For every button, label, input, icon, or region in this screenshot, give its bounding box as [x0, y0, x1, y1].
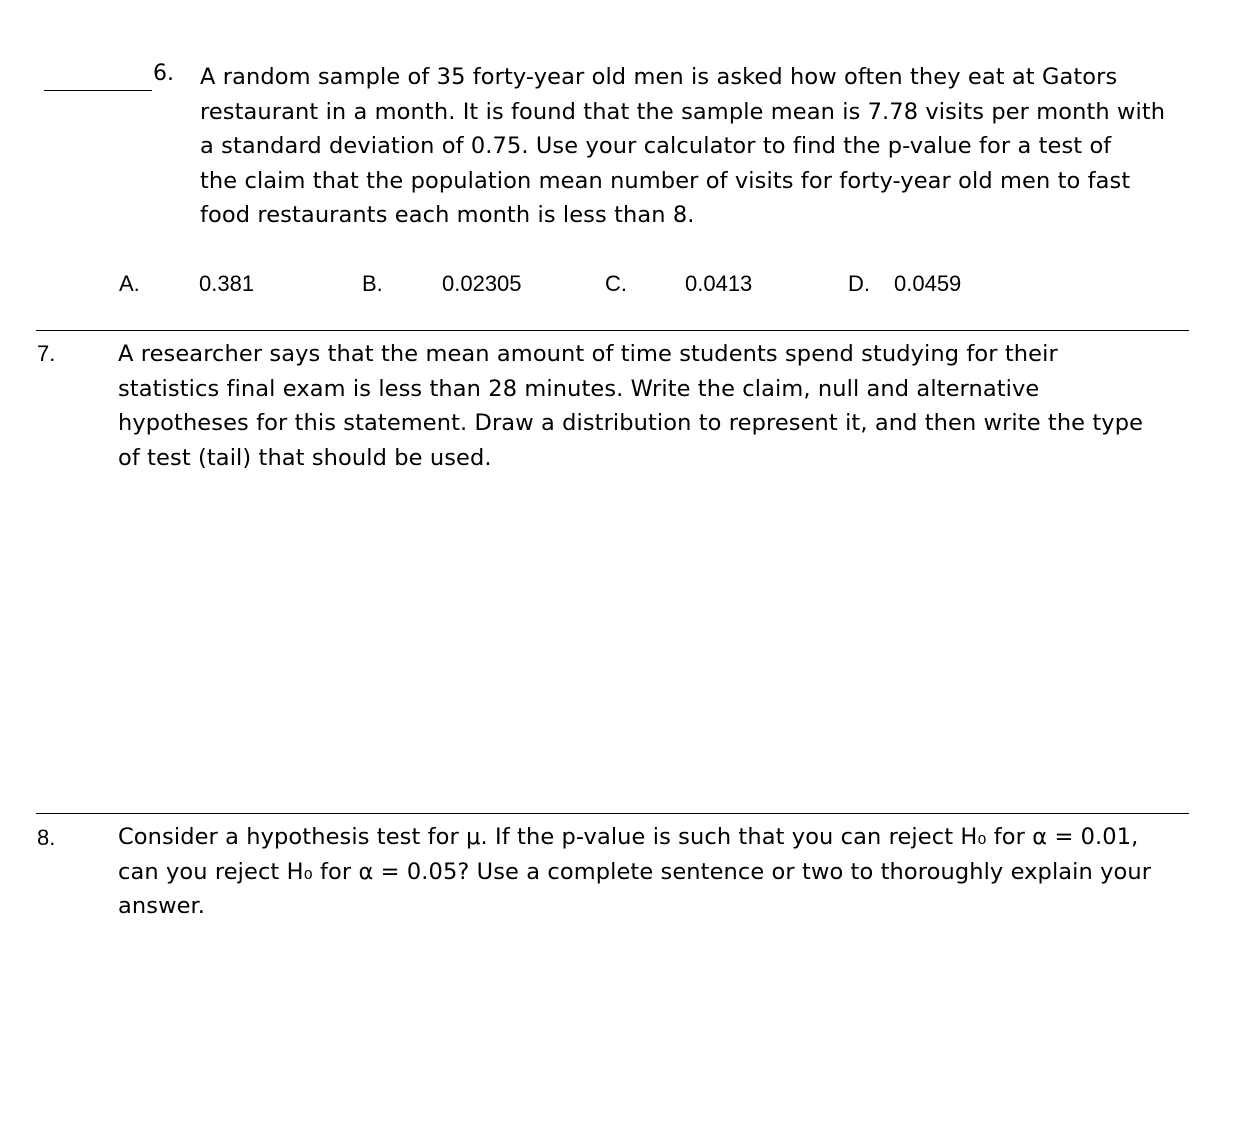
- question-7-line: A researcher says that the mean amount of time students spend studying for their: [118, 341, 1058, 367]
- choice-a-value[interactable]: 0.381: [199, 271, 255, 296]
- choice-c-value[interactable]: 0.0413: [685, 271, 753, 296]
- question-8-line: Consider a hypothesis test for μ. If the p-value is such that you can reject H₀ for α = 0.01,: [118, 824, 1139, 850]
- question-7-line: statistics final exam is less than 28 minutes. Write the claim, null and alternative: [118, 375, 1040, 402]
- section-divider: [36, 813, 1189, 814]
- question-6-line: food restaurants each month is less than 8.: [200, 202, 695, 228]
- question-7-line: hypotheses for this statement. Draw a distribution to represent it, and then write the type: [118, 410, 1144, 436]
- question-6-line: a standard deviation of 0.75. Use your calculator to find the p-value for a test of: [200, 133, 1112, 159]
- question-6-line: the claim that the population mean number of visits for forty-year old men to fast: [200, 167, 1131, 194]
- choice-a-letter: A.: [119, 271, 140, 296]
- question-8-number: 8.: [37, 825, 56, 850]
- question-7-text: [118, 337, 1143, 475]
- choice-d-value[interactable]: 0.0459: [894, 271, 962, 296]
- question-6-line: A random sample of 35 forty-year old men is asked how often they eat at Gators: [200, 64, 1118, 90]
- question-6-number: 6.: [153, 61, 174, 86]
- choice-b-letter: B.: [362, 271, 383, 296]
- question-6-line: restaurant in a month. It is found that the sample mean is 7.78 visits per month with: [200, 98, 1166, 125]
- question-8-line: answer.: [118, 893, 206, 919]
- choice-c-letter: C.: [605, 271, 627, 296]
- question-7-number: 7.: [37, 341, 56, 366]
- question-8-text: [118, 820, 1151, 924]
- choice-d-letter: D.: [848, 271, 870, 296]
- question-6-text: [200, 60, 1165, 233]
- section-divider: [36, 330, 1189, 331]
- choice-b-value[interactable]: 0.02305: [442, 271, 522, 296]
- question-8-line: can you reject H₀ for α = 0.05? Use a complete sentence or two to thoroughly explain your: [118, 858, 1152, 885]
- question-7-line: of test (tail) that should be used.: [118, 444, 492, 471]
- answer-blank-line[interactable]: [44, 90, 152, 91]
